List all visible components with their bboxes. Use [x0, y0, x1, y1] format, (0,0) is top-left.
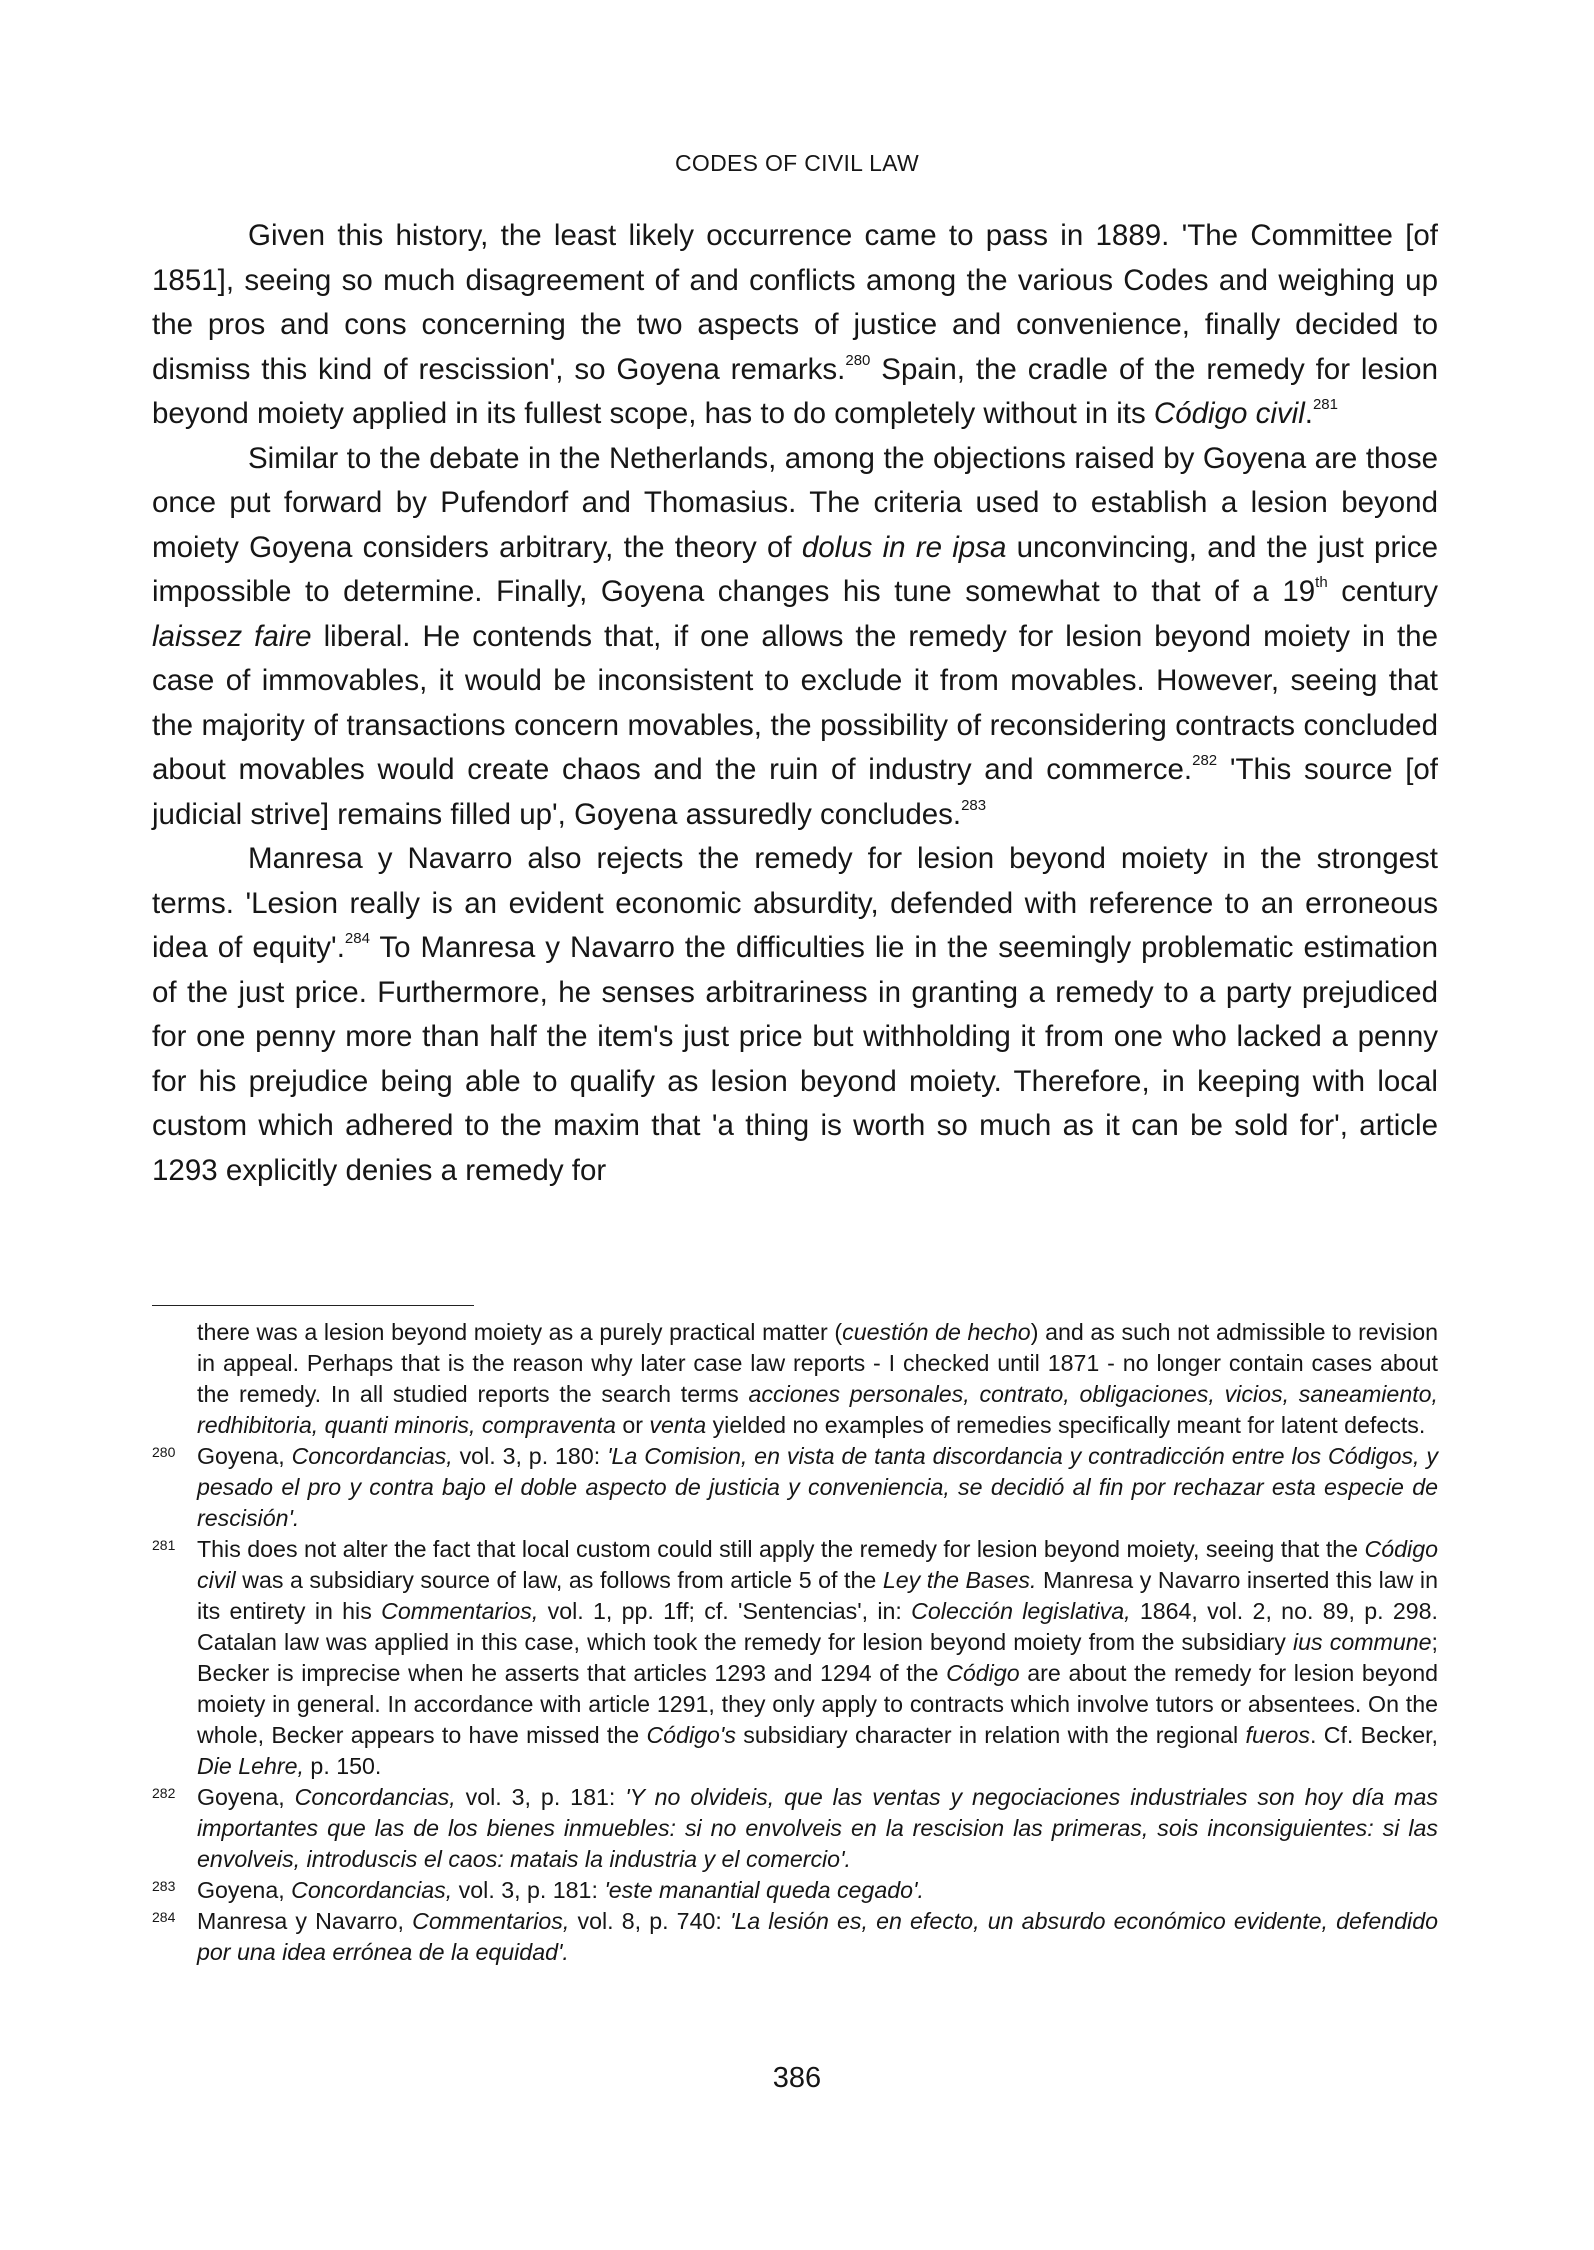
footnote-ref-281: 281 [1312, 396, 1338, 413]
italic-run: 'La lesión es, en efecto, un absurdo económico evidente, defendido por una idea errónea de la equidad'. [197, 1908, 1438, 1965]
text-run: unconvincing, and the just price impossible to determine. Finally, Goyena changes his tune somewhat to that of a 19 [152, 530, 1438, 608]
footnote-281 [152, 1534, 1438, 1782]
italic-run: Código [946, 1660, 1020, 1686]
italic-run: acciones personales, contrato, obligaciones, vicios, saneamiento, redhibitoria, quanti minoris, compraventa [197, 1381, 1438, 1438]
text-run: 1864, vol. 2, no. 89, p. 298. Catalan law was applied in this case, which took the remedy for lesion beyond moiety from the subsidiary [197, 1598, 1439, 1655]
italic-run: 'este manantial queda cegado'. [604, 1877, 924, 1903]
text-run: ) and as such not admissible to revision in appeal. Perhaps that is the reason why later case law reports - I checked until 1871 - no longer contain cases about the remedy. In all studied reports the search terms [197, 1319, 1438, 1407]
footnote-284 [152, 1906, 1438, 1968]
text-run: yielded no examples of remedies specifically meant for latent defects. [706, 1412, 1426, 1438]
text-run: p. 150. [303, 1753, 382, 1779]
footnote-number: 281 [152, 1537, 176, 1553]
text-run: Given this history, the least likely occurrence came to pass in 1889. 'The Committee [of 1851], seeing so much disagreement of and conflicts among the various Codes and weighing up the pros and cons concerning the two aspects of justice and convenience, finally decided to dismiss this kind of rescission', so Goyena remarks. [152, 219, 1438, 386]
paragraph-1 [152, 214, 1438, 437]
text-run: ; Becker is imprecise when he asserts that articles 1293 and 1294 of the [197, 1629, 1438, 1686]
text-run: century [1327, 575, 1439, 608]
text-run: vol. 3, p. 180: [452, 1443, 608, 1469]
footnote-number: 283 [152, 1878, 176, 1894]
text-run: was a subsidiary source of law, as follows from article 5 of the [235, 1567, 883, 1593]
italic-run: ius commune [1292, 1629, 1432, 1655]
italic-run: cuestión de hecho [842, 1319, 1031, 1345]
footnote-number: 282 [152, 1785, 176, 1801]
text-run: subsidiary character in relation with the regional [735, 1722, 1246, 1748]
italic-run: Colección legislativa, [911, 1598, 1131, 1624]
text-run: Manresa y Navarro, [197, 1908, 413, 1934]
italic-run: Commentarios, [381, 1598, 539, 1624]
footnote-ref-282: 282 [1192, 752, 1218, 769]
text-run: there was a lesion beyond moiety as a purely practical matter ( [197, 1319, 843, 1345]
footnote-ref-283: 283 [961, 796, 987, 814]
footnote-continuation [152, 1317, 1438, 1441]
text-run: Spain, the cradle of the remedy for lesion beyond moiety applied in its fullest scope, has to do completely without in its [152, 352, 1438, 430]
italic-run: Código civil [1153, 397, 1305, 430]
footnote-number: 284 [152, 1909, 176, 1925]
text-run: 'This source [of judicial strive] remains filled up', Goyena assuredly concludes. [152, 753, 1438, 831]
text-run: or [615, 1412, 650, 1438]
footnote-ref-284: 284 [344, 930, 370, 947]
text-run: Goyena, [197, 1784, 295, 1810]
italic-run: Concordancias, [291, 1443, 453, 1469]
running-header: CODES OF CIVIL LAW [675, 150, 919, 176]
text-run: vol. 1, pp. 1ff; cf. 'Sentencias', in: [538, 1598, 912, 1624]
text-run: vol. 8, p. 740: [569, 1908, 730, 1934]
text-run: . Cf. Becker, [1309, 1722, 1438, 1748]
text-run: This does not alter the fact that local custom could still apply the remedy for lesion beyond moiety, seeing that the [197, 1536, 1365, 1562]
text-run: vol. 3, p. 181: [452, 1877, 605, 1903]
italic-run: Código's [646, 1722, 736, 1748]
text-run: . [1304, 397, 1313, 430]
italic-run: Commentarios, [412, 1908, 570, 1934]
text-run: Goyena, [197, 1443, 292, 1469]
footnote-ref-280: 280 [845, 351, 871, 369]
italic-run: venta [649, 1412, 707, 1438]
text-run: Goyena, [197, 1877, 292, 1903]
paragraph-2 [152, 437, 1438, 838]
footnote-280 [152, 1441, 1438, 1534]
italic-run: laissez faire [152, 619, 312, 653]
italic-run: Concordancias, [291, 1877, 453, 1903]
footnotes [152, 1317, 1438, 1968]
italic-run: dolus in re ipsa [801, 530, 1007, 564]
page-number: 386 [772, 2062, 822, 2094]
text-run: vol. 3, p. 181: [455, 1784, 626, 1810]
italic-run: Ley the Bases. [882, 1567, 1037, 1593]
text-run: liberal. He contends that, if one allows the remedy for lesion beyond moiety in the case of immovables, it would be inconsistent to exclude it from movables. However, seeing that the majority of transactions concern movables, the possibility of reconsidering contracts concluded about movables would create chaos and the ruin of industry and commerce. [152, 619, 1438, 786]
text-run: To Manresa y Navarro the difficulties lie in the seemingly problematic estimation of the just price. Furthermore, he senses arbitrariness in granting a remedy to a party prejudiced for one penny more than half the item's just price but withholding it from one who lacked a penny for his prejudice being able to qualify as lesion beyond moiety. Therefore, in keeping with local custom which adhered to the maxim that 'a thing is worth so much as it can be sold for', article 1293 explicitly denies a remedy for [152, 931, 1438, 1187]
paragraph-3 [152, 837, 1438, 1193]
text-run: Manresa y Navarro also rejects the remedy for lesion beyond moiety in the strongest terms. 'Lesion really is an evident economic absurdity, defended with reference to an erroneous idea of equity'. [152, 842, 1438, 964]
ordinal-superscript: th [1315, 574, 1328, 591]
italic-run: 'Y no olvideis, que las ventas y negociaciones industriales son hoy día mas importantes que las de los bienes inmuebles: si no envolveis en la rescision las primeras, sois inconsiguientes: si las envolveis, introduscis el caos: matais la industria y el comercio'. [197, 1784, 1438, 1872]
text-run: Manresa y Navarro inserted this law in its entirety in his [197, 1567, 1438, 1624]
footnote-282 [152, 1782, 1438, 1875]
main-text [152, 214, 1438, 1193]
text-run: Similar to the debate in the Netherlands, among the objections raised by Goyena are those once put forward by Pufendorf and Thomasius. The criteria used to establish a lesion beyond moiety Goyena considers arbitrary, the theory of [152, 441, 1438, 564]
footnote-separator [152, 1305, 474, 1306]
italic-run: Concordancias, [294, 1784, 456, 1810]
italic-run: Die Lehre, [197, 1753, 304, 1779]
italic-run: fueros [1245, 1722, 1310, 1748]
italic-run: 'La Comision, en vista de tanta discordancia y contradicción entre los Códigos, y pesado el pro y contra bajo el doble aspecto de justicia y conveniencia, se decidió al fin por rechazar esta especie de rescisión'. [197, 1443, 1438, 1531]
footnote-number: 280 [152, 1444, 176, 1460]
italic-run: Código civil [197, 1536, 1438, 1593]
text-run: are about the remedy for lesion beyond moiety in general. In accordance with article 1291, they only apply to contracts which involve tutors or absentees. On the whole, Becker appears to have missed the [197, 1660, 1439, 1748]
footnote-283 [152, 1875, 1438, 1906]
